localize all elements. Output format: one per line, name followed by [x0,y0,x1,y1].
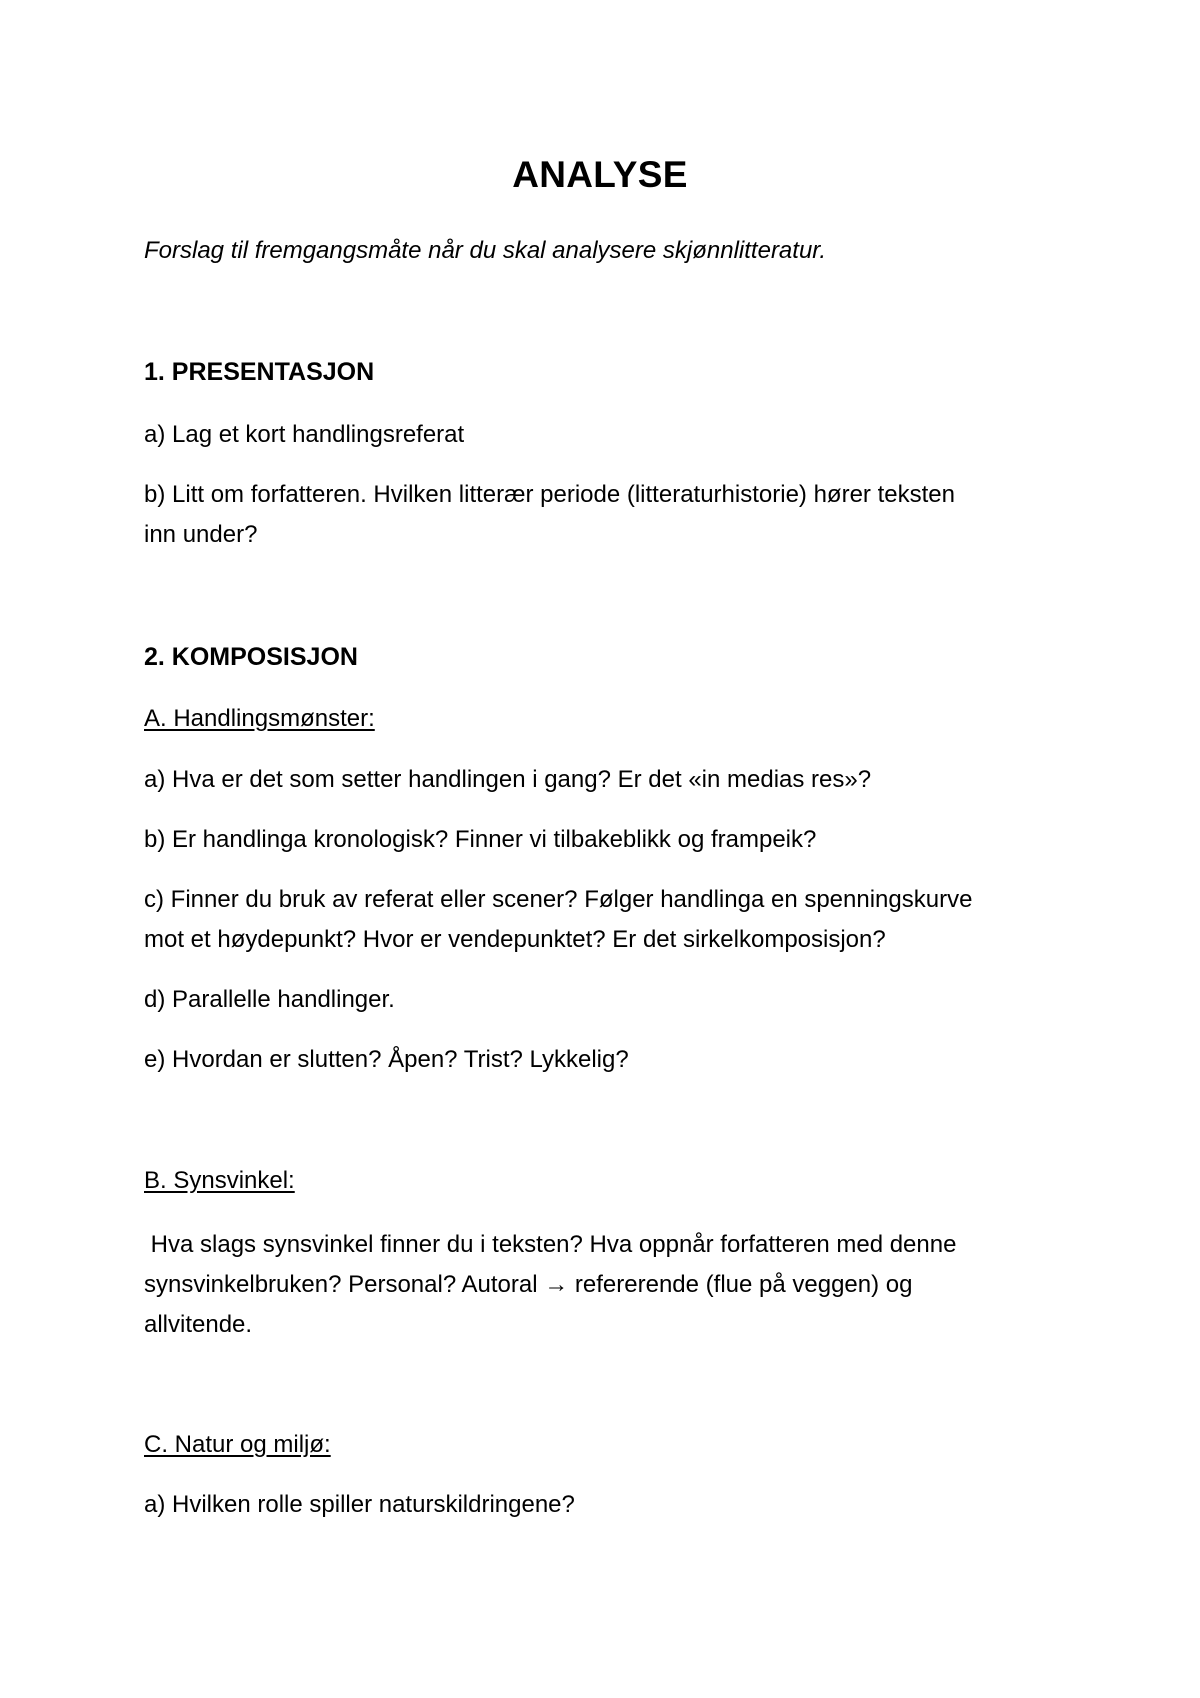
list-item: a) Hvilken rolle spiller naturskildringene? [144,1491,575,1518]
list-item: b) Litt om forfatteren. Hvilken litterær periode (litteraturhistorie) hører teksten [144,481,955,508]
section-heading-komposisjon: 2. KOMPOSISJON [144,643,358,671]
paragraph-text: refererende (flue på veggen) og [574,1271,913,1298]
paragraph-text: synsvinkelbruken? Personal? Autoral [144,1271,538,1298]
list-item: e) Hvordan er slutten? Åpen? Trist? Lykkelig? [144,1046,629,1073]
paragraph-line: allvitende. [144,1311,253,1338]
list-item: a) Hva er det som setter handlingen i gang? Er det «in medias res»? [144,766,872,793]
list-item: c) Finner du bruk av referat eller scener? Følger handlinga en spenningskurve [144,886,973,913]
paragraph-line: Hva slags synsvinkel finner du i teksten? Hva oppnår forfatteren med denne [144,1231,957,1258]
subsection-heading-natur-og-miljo: C. Natur og miljø: [144,1431,331,1458]
list-item: b) Er handlinga kronologisk? Finner vi tilbakeblikk og frampeik? [144,826,817,853]
list-item: d) Parallelle handlinger. [144,986,395,1013]
subsection-heading-synsvinkel: B. Synsvinkel: [144,1167,295,1194]
document-title: ANALYSE [512,154,688,195]
list-item-continuation: inn under? [144,521,258,548]
list-item-continuation: mot et høydepunkt? Hvor er vendepunktet? Er det sirkelkomposisjon? [144,926,886,953]
subsection-heading-handlingsmonster: A. Handlingsmønster: [144,705,375,732]
list-item: a) Lag et kort handlingsreferat [144,421,465,448]
document-subtitle: Forslag til fremgangsmåte når du skal analysere skjønnlitteratur. [144,237,827,264]
paragraph-line [144,1265,912,1305]
arrow-right-icon: → [544,1271,569,1298]
section-heading-presentasjon: 1. PRESENTASJON [144,358,375,386]
